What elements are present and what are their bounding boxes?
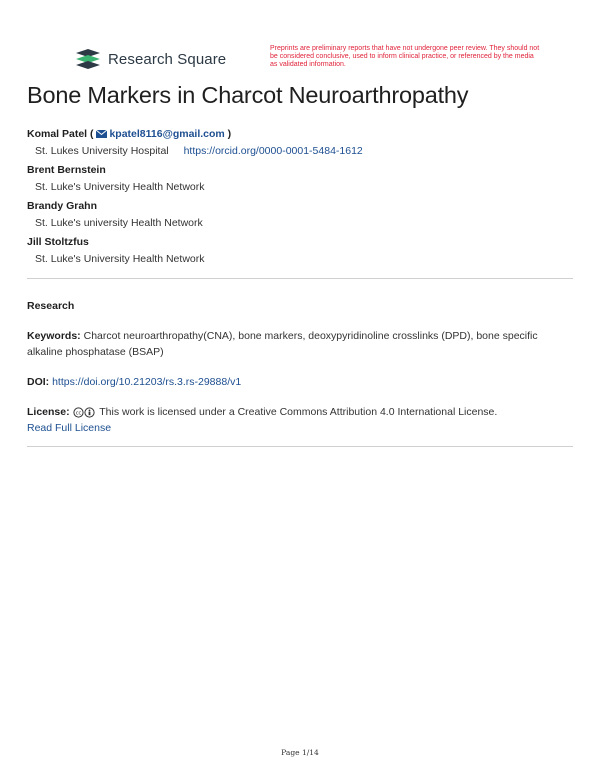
author-list: [27, 126, 587, 270]
logo-text-accent: Square: [177, 50, 227, 68]
doi-link[interactable]: https://doi.org/10.21203/rs.3.rs-29888/v1: [52, 376, 242, 388]
orcid-link[interactable]: https://orcid.org/0000-0001-5484-1612: [183, 145, 363, 157]
paper-title: Bone Markers in Charcot Neuroarthropathy: [27, 82, 469, 108]
author-affiliation: St. Luke's university Health Network: [35, 217, 203, 229]
creative-commons-icon: [73, 407, 95, 418]
license-section: [27, 404, 573, 436]
envelope-icon: [96, 130, 107, 138]
svg-text:cc: cc: [75, 410, 81, 417]
author-affiliation: St. Luke's University Health Network: [35, 181, 205, 193]
keywords-value: Charcot neuroarthropathy(CNA), bone markers, deoxypyridinoline crosslinks (DPD), bone specific alkaline phosphatase (BSAP): [27, 330, 538, 358]
author-name: Brent Bernstein: [27, 164, 106, 176]
affiliation-text: St. Lukes University Hospital: [35, 145, 169, 157]
page-number: Page 1/14: [281, 748, 319, 757]
article-type-label: Research: [27, 300, 75, 312]
author-name: Brandy Grahn: [27, 200, 98, 212]
section-divider: [27, 446, 573, 447]
preprint-disclaimer: Preprints are preliminary reports that have not undergone peer review. They should not be considered conclusive, used to inform clinical practice, or referenced by the media as validated information.: [270, 45, 540, 68]
doi-label: DOI:: [27, 376, 50, 388]
research-square-logo-icon: [74, 48, 102, 70]
author-email-link[interactable]: kpatel8116@gmail.com: [109, 128, 225, 140]
author-entry: Komal Patel ( kpatel8116@gmail.com ): [27, 128, 232, 140]
author-name: Jill Stoltzfus: [27, 236, 89, 248]
article-type: [27, 298, 573, 314]
research-square-logo[interactable]: [74, 48, 226, 70]
author-affiliation: St. Luke's University Health Network: [35, 253, 205, 265]
license-label: License:: [27, 406, 70, 418]
read-full-license-link[interactable]: Read Full License: [27, 422, 112, 434]
author-affiliation: [27, 144, 587, 162]
keywords-label: Keywords:: [27, 330, 81, 342]
section-divider: [27, 278, 573, 279]
license-text: This work is licensed under a Creative Commons Attribution 4.0 International License.: [99, 406, 498, 418]
logo-text-main: Research: [108, 50, 173, 68]
author-name: Komal Patel: [27, 128, 88, 140]
doi-section: [27, 374, 573, 390]
keywords-section: [27, 328, 573, 360]
